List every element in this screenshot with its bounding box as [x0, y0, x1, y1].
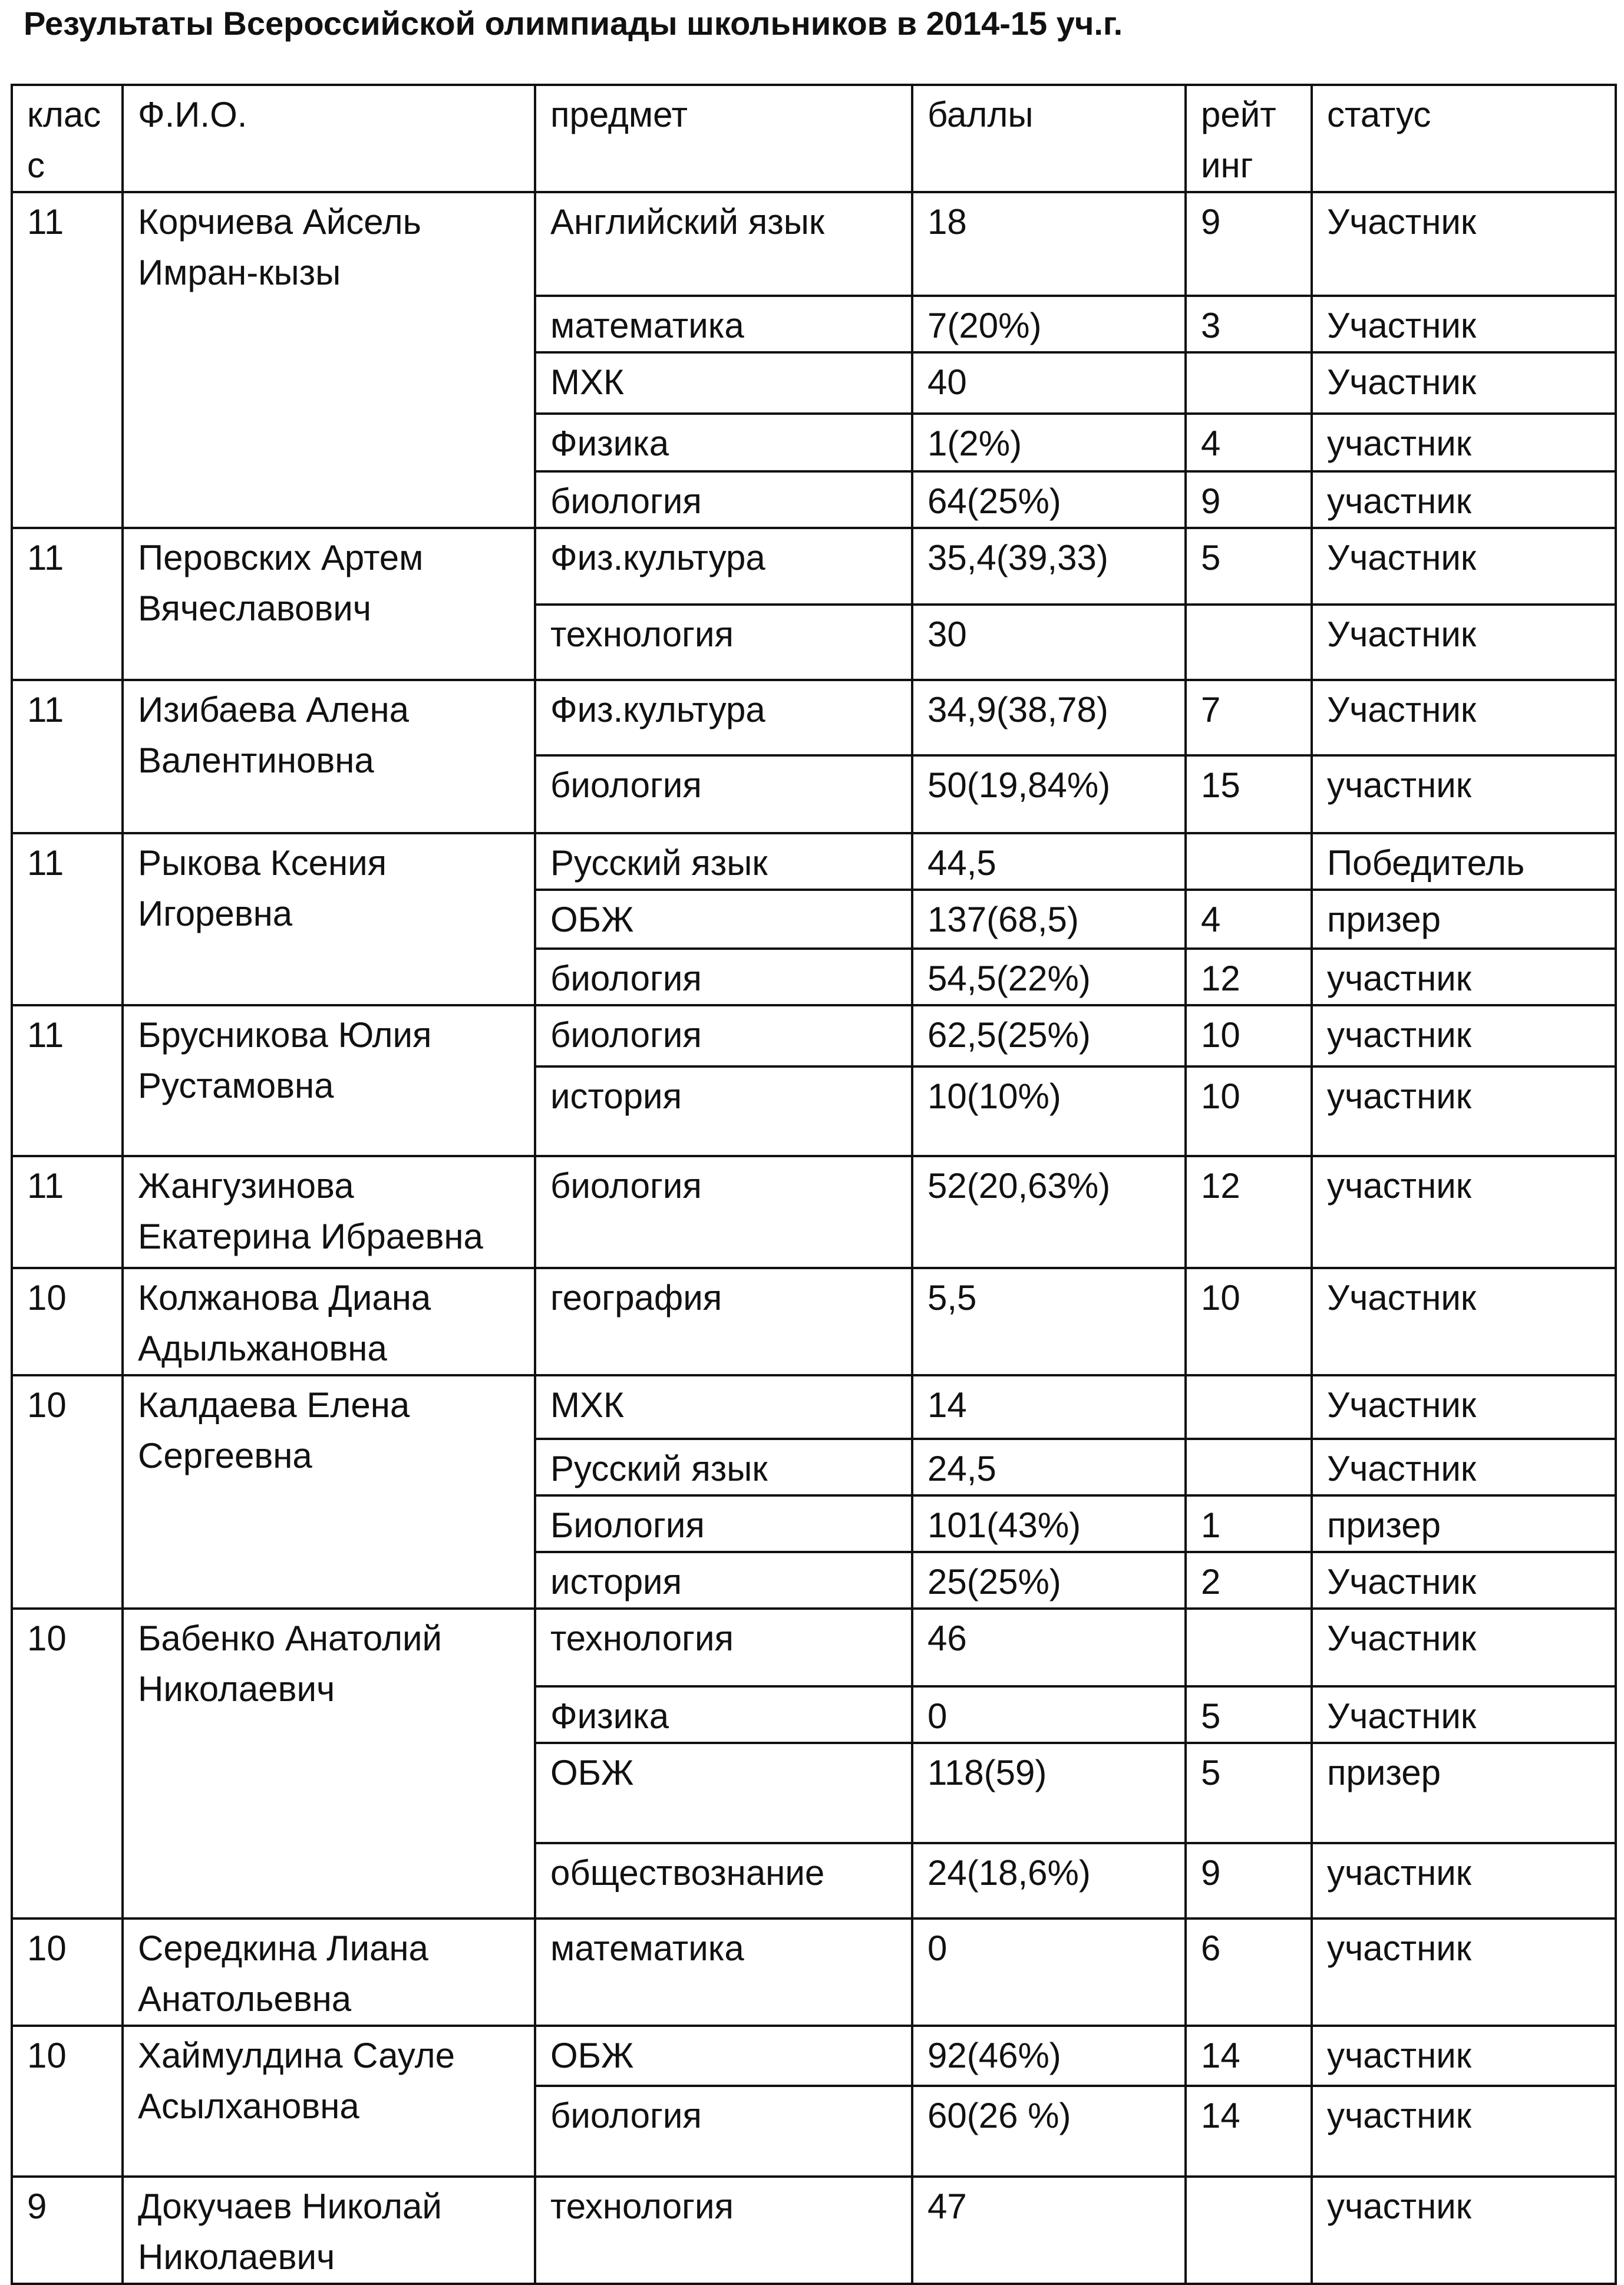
rating-cell: 14 — [1186, 2086, 1312, 2177]
score-cell: 0 — [912, 1686, 1186, 1743]
score-cell: 46 — [912, 1609, 1186, 1686]
score-cell: 30 — [912, 605, 1186, 680]
rating-cell: 12 — [1186, 1156, 1312, 1268]
table-row — [12, 2177, 1616, 2284]
student-name-cell: Перовских Артем Вячеславович — [123, 528, 535, 680]
student-name-cell: Жангузинова Екатерина Ибраевна — [123, 1156, 535, 1268]
score-cell: 44,5 — [912, 833, 1186, 890]
table-row — [12, 2026, 1616, 2086]
score-cell: 50(19,84%) — [912, 755, 1186, 833]
score-cell: 47 — [912, 2177, 1186, 2284]
rating-cell: 7 — [1186, 680, 1312, 755]
student-name-cell: Хаймулдина Сауле Асылхановна — [123, 2026, 535, 2177]
subject-cell: ОБЖ — [535, 1743, 912, 1843]
class-cell: 10 — [12, 1268, 123, 1375]
score-cell: 25(25%) — [912, 1552, 1186, 1609]
results-table — [11, 84, 1617, 2285]
status-cell: участник — [1312, 755, 1616, 833]
status-cell: участник — [1312, 1843, 1616, 1919]
table-row — [12, 1375, 1616, 1439]
subject-cell: Русский язык — [535, 1439, 912, 1495]
status-cell: Участник — [1312, 352, 1616, 414]
score-cell: 101(43%) — [912, 1495, 1186, 1552]
student-name-cell: Середкина Лиана Анатольевна — [123, 1919, 535, 2026]
rating-cell: 4 — [1186, 414, 1312, 471]
score-cell: 24,5 — [912, 1439, 1186, 1495]
subject-cell: математика — [535, 1919, 912, 2026]
status-cell: Участник — [1312, 1552, 1616, 1609]
rating-cell: 10 — [1186, 1066, 1312, 1156]
subject-cell: ОБЖ — [535, 2026, 912, 2086]
rating-cell: 9 — [1186, 1843, 1312, 1919]
class-cell: 11 — [12, 833, 123, 1005]
header-score: баллы — [912, 85, 1186, 192]
score-cell: 40 — [912, 352, 1186, 414]
rating-cell: 9 — [1186, 471, 1312, 528]
student-name-cell: Колжанова Диана Адыльжановна — [123, 1268, 535, 1375]
subject-cell: Биология — [535, 1495, 912, 1552]
rating-cell — [1186, 2177, 1312, 2284]
subject-cell: Физика — [535, 414, 912, 471]
subject-cell: технология — [535, 2177, 912, 2284]
rating-cell: 14 — [1186, 2026, 1312, 2086]
status-cell: Участник — [1312, 680, 1616, 755]
subject-cell: МХК — [535, 352, 912, 414]
score-cell: 5,5 — [912, 1268, 1186, 1375]
status-cell: участник — [1312, 2026, 1616, 2086]
class-cell: 11 — [12, 1005, 123, 1156]
subject-cell: биология — [535, 2086, 912, 2177]
subject-cell: Физ.культура — [535, 680, 912, 755]
class-cell: 10 — [12, 1919, 123, 2026]
table-row — [12, 528, 1616, 605]
header-subject: предмет — [535, 85, 912, 192]
subject-cell: Английский язык — [535, 192, 912, 296]
class-cell: 11 — [12, 680, 123, 833]
rating-cell: 4 — [1186, 890, 1312, 949]
class-cell: 11 — [12, 1156, 123, 1268]
class-cell: 11 — [12, 192, 123, 528]
subject-cell: география — [535, 1268, 912, 1375]
status-cell: призер — [1312, 1495, 1616, 1552]
table-row — [12, 833, 1616, 890]
subject-cell: Физ.культура — [535, 528, 912, 605]
rating-cell — [1186, 1609, 1312, 1686]
status-cell: Участник — [1312, 192, 1616, 296]
status-cell: Участник — [1312, 1686, 1616, 1743]
subject-cell: биология — [535, 1156, 912, 1268]
table-row — [12, 1005, 1616, 1066]
header-row — [12, 85, 1616, 192]
score-cell: 54,5(22%) — [912, 949, 1186, 1005]
subject-cell: история — [535, 1552, 912, 1609]
student-name-cell: Брусникова Юлия Рустамовна — [123, 1005, 535, 1156]
status-cell: участник — [1312, 2177, 1616, 2284]
subject-cell: история — [535, 1066, 912, 1156]
status-cell: Участник — [1312, 1439, 1616, 1495]
rating-cell: 1 — [1186, 1495, 1312, 1552]
rating-cell: 12 — [1186, 949, 1312, 1005]
student-name-cell: Корчиева Айсель Имран-кызы — [123, 192, 535, 528]
rating-cell — [1186, 1375, 1312, 1439]
rating-cell — [1186, 352, 1312, 414]
score-cell: 64(25%) — [912, 471, 1186, 528]
status-cell: участник — [1312, 949, 1616, 1005]
status-cell: Победитель — [1312, 833, 1616, 890]
rating-cell: 5 — [1186, 528, 1312, 605]
score-cell: 35,4(39,33) — [912, 528, 1186, 605]
subject-cell: технология — [535, 605, 912, 680]
student-name-cell: Изибаева Алена Валентиновна — [123, 680, 535, 833]
subject-cell: МХК — [535, 1375, 912, 1439]
status-cell: участник — [1312, 414, 1616, 471]
rating-cell: 3 — [1186, 296, 1312, 352]
score-cell: 14 — [912, 1375, 1186, 1439]
status-cell: участник — [1312, 1156, 1616, 1268]
status-cell: Участник — [1312, 1268, 1616, 1375]
status-cell: участник — [1312, 1066, 1616, 1156]
status-cell: Участник — [1312, 1609, 1616, 1686]
status-cell: участник — [1312, 471, 1616, 528]
table-row — [12, 1268, 1616, 1375]
status-cell: Участник — [1312, 296, 1616, 352]
rating-cell: 10 — [1186, 1268, 1312, 1375]
subject-cell: биология — [535, 1005, 912, 1066]
class-cell: 10 — [12, 1609, 123, 1919]
score-cell: 137(68,5) — [912, 890, 1186, 949]
score-cell: 1(2%) — [912, 414, 1186, 471]
results-body — [12, 192, 1616, 2284]
table-row — [12, 192, 1616, 296]
status-cell: Участник — [1312, 605, 1616, 680]
class-cell: 10 — [12, 1375, 123, 1609]
student-name-cell: Докучаев Николай Николаевич — [123, 2177, 535, 2284]
rating-cell — [1186, 1439, 1312, 1495]
rating-cell: 5 — [1186, 1743, 1312, 1843]
class-cell: 10 — [12, 2026, 123, 2177]
score-cell: 18 — [912, 192, 1186, 296]
score-cell: 62,5(25%) — [912, 1005, 1186, 1066]
rating-cell: 5 — [1186, 1686, 1312, 1743]
score-cell: 60(26 %) — [912, 2086, 1186, 2177]
rating-cell: 2 — [1186, 1552, 1312, 1609]
status-cell: участник — [1312, 1919, 1616, 2026]
rating-cell: 15 — [1186, 755, 1312, 833]
rating-cell — [1186, 833, 1312, 890]
student-name-cell: Бабенко Анатолий Николаевич — [123, 1609, 535, 1919]
score-cell: 92(46%) — [912, 2026, 1186, 2086]
subject-cell: биология — [535, 949, 912, 1005]
subject-cell: обществознание — [535, 1843, 912, 1919]
rating-cell: 6 — [1186, 1919, 1312, 2026]
status-cell: Участник — [1312, 1375, 1616, 1439]
score-cell: 0 — [912, 1919, 1186, 2026]
rating-cell: 10 — [1186, 1005, 1312, 1066]
subject-cell: ОБЖ — [535, 890, 912, 949]
score-cell: 7(20%) — [912, 296, 1186, 352]
student-name-cell: Рыкова Ксения Игоревна — [123, 833, 535, 1005]
score-cell: 34,9(38,78) — [912, 680, 1186, 755]
status-cell: участник — [1312, 1005, 1616, 1066]
subject-cell: Русский язык — [535, 833, 912, 890]
rating-cell — [1186, 605, 1312, 680]
score-cell: 10(10%) — [912, 1066, 1186, 1156]
score-cell: 118(59) — [912, 1743, 1186, 1843]
status-cell: призер — [1312, 1743, 1616, 1843]
class-cell: 9 — [12, 2177, 123, 2284]
subject-cell: биология — [535, 471, 912, 528]
subject-cell: технология — [535, 1609, 912, 1686]
header-class: класс — [12, 85, 123, 192]
page-title: Результаты Всероссийской олимпиады школьников в 2014-15 уч.г. — [24, 5, 1123, 42]
table-row — [12, 1919, 1616, 2026]
header-name: Ф.И.О. — [123, 85, 535, 192]
table-row — [12, 1609, 1616, 1686]
student-name-cell: Калдаева Елена Сергеевна — [123, 1375, 535, 1609]
table-row — [12, 1156, 1616, 1268]
score-cell: 52(20,63%) — [912, 1156, 1186, 1268]
table-row — [12, 680, 1616, 755]
subject-cell: биология — [535, 755, 912, 833]
subject-cell: Физика — [535, 1686, 912, 1743]
rating-cell: 9 — [1186, 192, 1312, 296]
status-cell: Участник — [1312, 528, 1616, 605]
header-rating: рейт инг — [1186, 85, 1312, 192]
header-status: статус — [1312, 85, 1616, 192]
class-cell: 11 — [12, 528, 123, 680]
subject-cell: математика — [535, 296, 912, 352]
status-cell: участник — [1312, 2086, 1616, 2177]
score-cell: 24(18,6%) — [912, 1843, 1186, 1919]
status-cell: призер — [1312, 890, 1616, 949]
